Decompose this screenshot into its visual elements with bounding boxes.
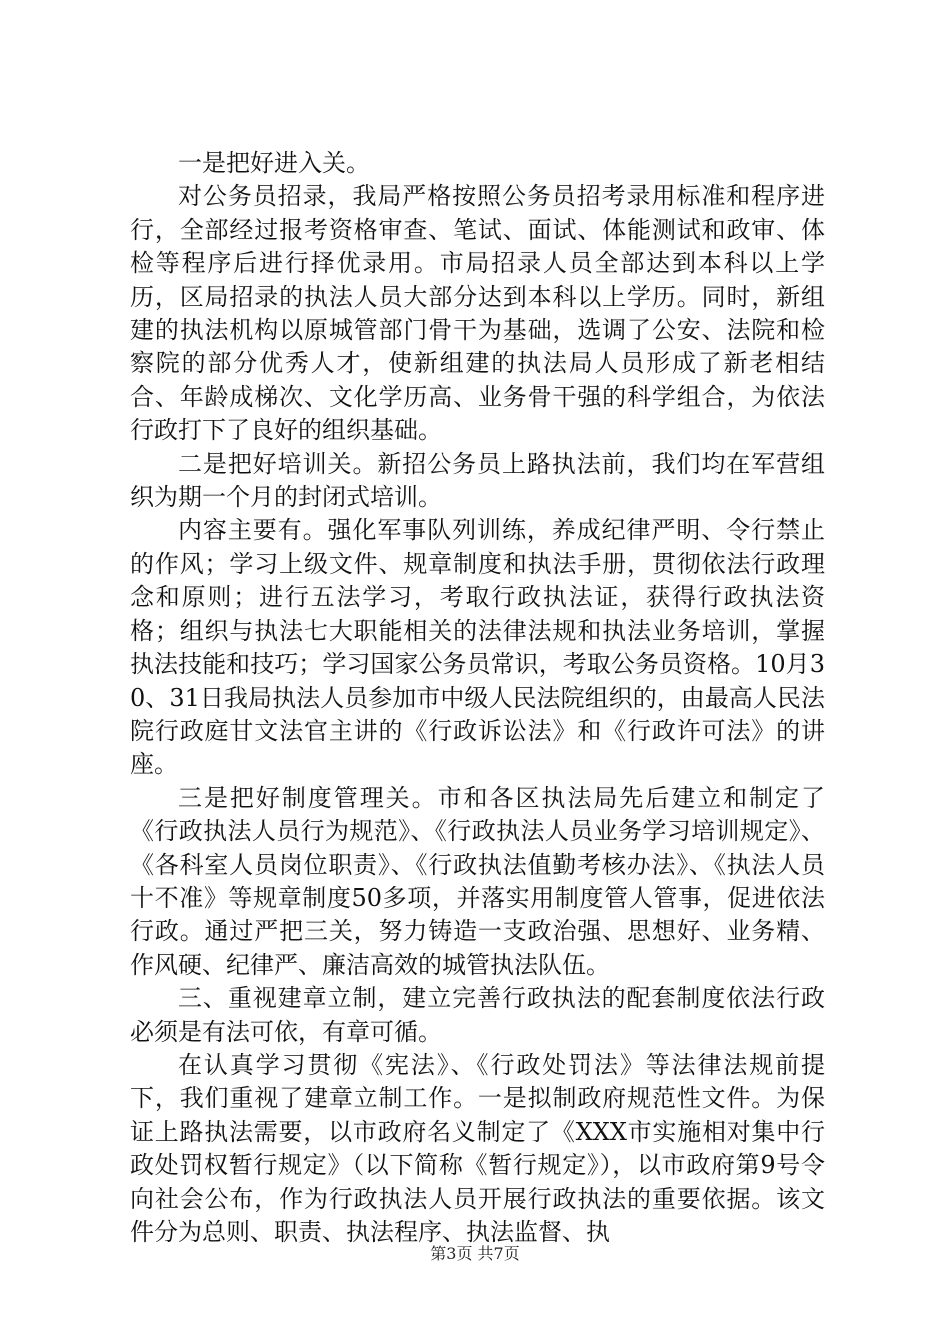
document-body xyxy=(130,147,825,1249)
paragraph-3: 二是把好培训关。新招公务员上路执法前，我们均在军营组织为期一个月的封闭式培训。 xyxy=(130,449,825,512)
paragraph-2: 对公务员招录，我局严格按照公务员招考录用标准和程序进行，全部经过报考资格审查、笔试、面试、体能测试和政审、体检等程序后进行择优录用。市局招录人员全部达到本科以上学历，区局招录的执法人员大部分达到本科以上学历。同时，新组建的执法机构以原城管部门骨干为基础，选调了公安、法院和检察院的部分优秀人才，使新组建的执法局人员形成了新老相结合、年龄成梯次、文化学历高、业务骨干强的科学组合，为依法行政打下了良好的组织基础。 xyxy=(130,182,825,445)
page-number-label: 第3页 共7页 xyxy=(430,1244,520,1263)
page-footer xyxy=(0,1244,950,1264)
paragraph-1: 一是把好进入关。 xyxy=(178,149,370,177)
paragraph-4: 内容主要有。强化军事队列训练，养成纪律严明、令行禁止的作风；学习上级文件、规章制度和执法手册，贯彻依法行政理念和原则；进行五法学习，考取行政执法证，获得行政执法资格；组织与执法七大职能相关的法律法规和执法业务培训，掌握执法技能和技巧；学习国家公务员常识，考取公务员资格。10月30、31日我局执法人员参加市中级人民法院组织的，由最高人民法院行政庭甘文法官主讲的《行政诉讼法》和《行政许可法》的讲座。 xyxy=(130,516,825,779)
paragraph-6: 三、重视建章立制，建立完善行政执法的配套制度依法行政必须是有法可依，有章可循。 xyxy=(130,984,825,1046)
paragraph-7: 在认真学习贯彻《宪法》、《行政处罚法》等法律法规前提下，我们重视了建章立制工作。一是拟制政府规范性文件。为保证上路执法需要，以市政府名义制定了《XXX市实施相对集中行政处罚权暂行规定》（以下简称《暂行规定》），以市政府第9号令向社会公布，作为行政执法人员开展行政执法的重要依据。该文件分为总则、职责、执法程序、执法监督、执 xyxy=(130,1050,825,1246)
paragraph-5: 三是把好制度管理关。市和各区执法局先后建立和制定了《行政执法人员行为规范》、《行政执法人员业务学习培训规定》、《各科室人员岗位职责》、《行政执法值勤考核办法》、《执法人员十不准》等规章制度50多项，并落实用制度管人管事，促进依法行政。通过严把三关，努力铸造一支政治强、思想好、业务精、作风硬、纪律严、廉洁高效的城管执法队伍。 xyxy=(130,783,825,979)
